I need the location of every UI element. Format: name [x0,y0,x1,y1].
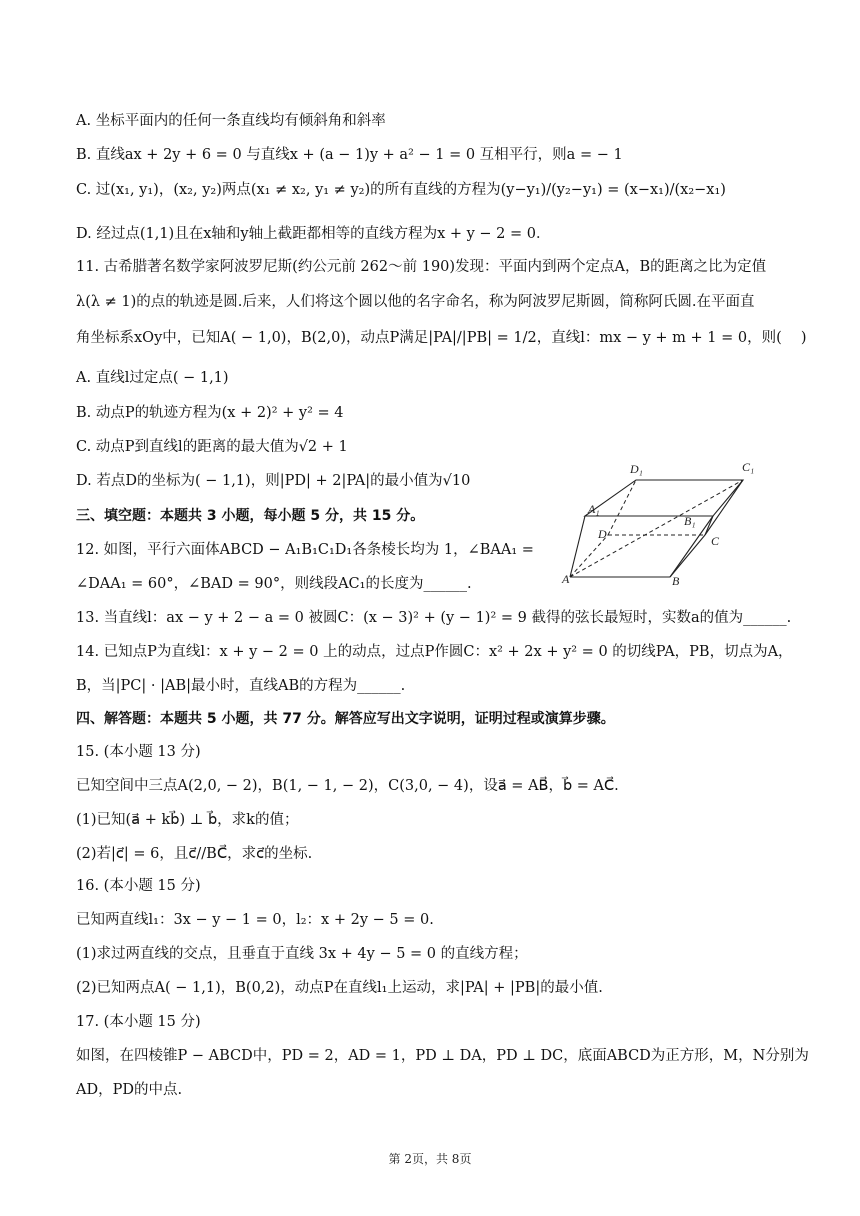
line-28: 如图，在四棱锥P − ABCD中，PD = 2，AD = 1，PD ⊥ DA，PD ⊥ DC，底面ABCD为正方形，M，N分别为 [76,1048,809,1064]
line-27: 17. (本小题 15 分) [76,1014,201,1030]
line-15: 13. 当直线l：ax − y + 2 − a = 0 被圆C：(x − 3)² + (y − 1)² = 9 截得的弦长最短时，实数a的值为______. [76,610,792,626]
section-3-heading: 三、填空题：本题共 3 小题，每小题 5 分，共 15 分。 [76,508,425,524]
figure-label-a1: A₁ [588,502,600,516]
figure-edge-dd1 [608,480,636,535]
figure-label-c1: C₁ [742,460,755,474]
line-13: 12. 如图，平行六面体ABCD − A₁B₁C₁D₁各条棱长均为 1，∠BAA₁ = [76,542,534,558]
line-26: (2)已知两点A( − 1,1)，B(0,2)，动点P在直线l₁上运动，求|PA| + |PB|的最小值. [76,980,603,996]
line-9: B. 动点P的轨迹方程为(x + 2)² + y² = 4 [76,405,344,421]
figure-label-c: C [711,534,720,548]
line-16: 14. 已知点P为直线l：x + y − 2 = 0 上的动点，过点P作圆C：x² + 2x + y² = 0 的切线PA，PB，切点为A， [76,644,793,660]
parallelepiped-figure [560,455,770,590]
line-21: (1)已知(a⃗ + kb⃗) ⊥ b⃗，求k的值； [76,812,299,828]
figure-top-face [585,480,743,516]
figure-edge-aa1 [570,516,585,577]
line-8: A. 直线l过定点( − 1,1) [76,370,229,386]
line-1: A. 坐标平面内的任何一条直线均有倾斜角和斜率 [76,113,386,129]
figure-label-b1: B₁ [684,514,696,528]
line-25: (1)求过两直线的交点，且垂直于直线 3x + 4y − 5 = 0 的直线方程； [76,946,528,962]
line-6: λ(λ ≠ 1)的点的轨迹是圆.后来，人们将这个圆以他的名字命名，称为阿波罗尼斯圆，简称阿氏圆.在平面直 [76,294,755,310]
line-10: C. 动点P到直线l的距离的最大值为√2 + 1 [76,439,348,455]
line-29: AD，PD的中点. [76,1082,183,1098]
figure-diagonal-ac1 [570,480,743,577]
line-4: D. 经过点(1,1)且在x轴和y轴上截距都相等的直线方程为x + y − 2 = 0． [76,226,551,242]
figure-edge-cc1 [705,480,743,535]
line-24: 已知两直线l₁：3x − y − 1 = 0，l₂：x + 2y − 5 = 0. [76,912,434,928]
line-17: B，当|PC| · |AB|最小时，直线AB的方程为______. [76,678,406,694]
line-22: (2)若|c⃗| = 6，且c⃗//BC⃗，求c⃗的坐标. [76,846,313,862]
figure-label-d: D [598,527,607,541]
line-3: C. 过(x₁, y₁)，(x₂, y₂)两点(x₁ ≠ x₂, y₁ ≠ y₂)的所有直线的方程为(y−y₁)/(y₂−y₁) = (x−x₁)/(x₂−x₁) [76,182,726,198]
figure-label-a: A [562,572,570,586]
line-23: 16. (本小题 15 分) [76,878,201,894]
figure-label-b: B [672,574,680,588]
page-footer: 第 2页，共 8页 [388,1152,472,1166]
figure-label-d1: D₁ [630,462,643,476]
line-20: 已知空间中三点A(2,0, − 2)，B(1, − 1, − 2)，C(3,0, − 4)，设a⃗ = AB⃗，b⃗ = AC⃗. [76,778,619,794]
line-5: 11. 古希腊著名数学家阿波罗尼斯(约公元前 262～前 190)发现：平面内到两个定点A，B的距离之比为定值 [76,259,767,275]
line-19: 15. (本小题 13 分) [76,744,201,760]
section-4-heading: 四、解答题：本题共 5 小题，共 77 分。解答应写出文字说明，证明过程或演算步骤。 [76,711,615,727]
line-2: B. 直线ax + 2y + 6 = 0 与直线x + (a − 1)y + a² − 1 = 0 互相平行，则a = − 1 [76,147,623,163]
line-14: ∠DAA₁ = 60°，∠BAD = 90°，则线段AC₁的长度为______. [76,576,472,592]
line-11: D. 若点D的坐标为( − 1,1)，则|PD| + 2|PA|的最小值为√10 [76,473,471,489]
figure-edge-bc [670,535,705,577]
line-7: 角坐标系xOy中，已知A( − 1,0)，B(2,0)，动点P满足|PA|/|PB| = 1/2，直线l：mx − y + m + 1 = 0，则( ) [76,330,807,346]
